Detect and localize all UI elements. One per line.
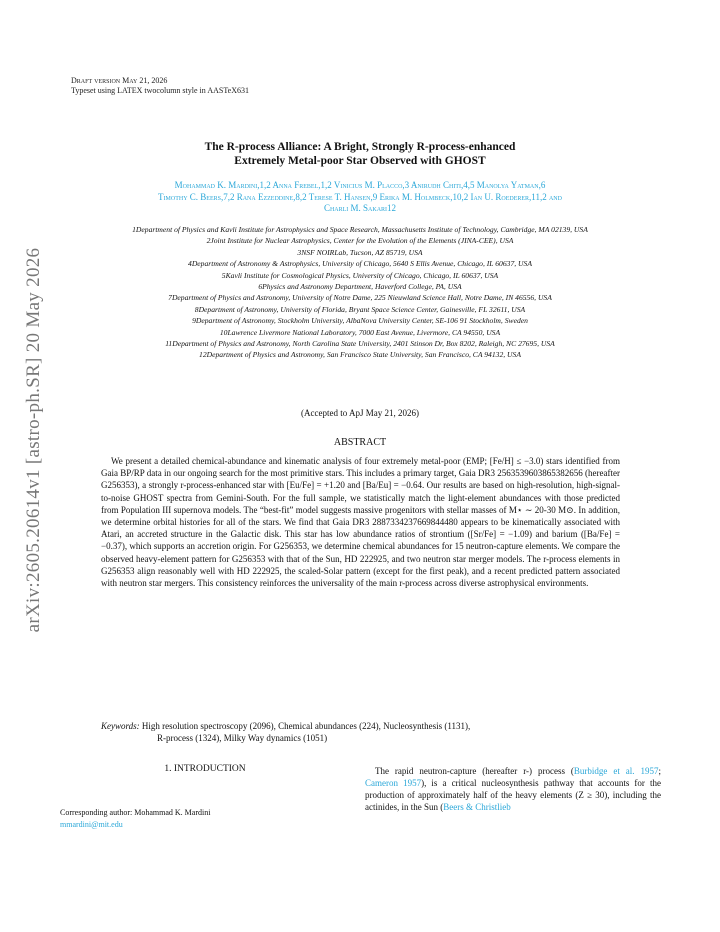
affiliation: 10Lawrence Livermore National Laboratory, 7000 East Avenue, Livermore, CA 94550, USA xyxy=(219,327,501,337)
arxiv-stamp xyxy=(14,230,54,650)
authors-line-2[interactable]: Timothy C. Beers,7,2 Rana Ezzeddine,8,2 Terese T. Hansen,9 Erika M. Holmbeck,10,2 Ian U. Roederer,11,2 and xyxy=(158,191,562,202)
abstract-text: We present a detailed chemical-abundance and kinematic analysis of four extremely metal-poor (EMP; [Fe/H] ≤ −3.0) stars identified from Gaia BP/RP data in our ongoing search for the most primitive stars. This includes a primary target, Gaia DR3 2563539603865382656 (hereafter G256353), a strongly r-process-enhanced star with [Eu/Fe] = +1.20 and [Ba/Eu] = −0.64. Our results are based on high-resolution, high-signal-to-noise GHOST spectra from Gemini-South. For the full sample, we statistically match the light-element abundances with those predicted from Population III supernova models. The “best-fit” model suggests massive progenitors with stellar masses of M⋆ ∼ 20-30 M⊙. In addition, we determine orbital histories for all of the stars. We find that Gaia DR3 2887334237669844480 appears to be kinematically associated with Atari, an accreted structure in the Galactic disk. This star has low abundance ratios of strontium ([Sr/Fe] = −1.09) and barium ([Ba/Fe] = −0.37), which supports an accretion origin. For G256353, we determine chemical abundances for 15 neutron-capture elements. We compare the observed heavy-element pattern for G256353 with that of the Sun, HD 222925, and two neutron star merger models. The r-process elements in G256353 align reasonably well with HD 222925, the scaled-Solar pattern (except for the first peak), and a recent predicted pattern associated with neutron star mergers. This consistency reinforces the universality of the main r-process across diverse astrophysical environments. xyxy=(101,456,620,589)
citation-link[interactable]: Cameron 1957 xyxy=(365,778,422,788)
citation-link[interactable]: Burbidge et al. 1957 xyxy=(573,766,659,776)
keywords-line-2: R-process (1324), Milky Way dynamics (1051) xyxy=(157,733,328,744)
corresponding-author xyxy=(60,807,210,831)
authors-line-3[interactable]: Charli M. Sakari12 xyxy=(323,203,397,213)
paper-title xyxy=(60,140,660,168)
page-header xyxy=(71,76,249,96)
abstract-heading: ABSTRACT xyxy=(333,437,387,448)
affiliation: 5Kavli Institute for Cosmological Physics, University of Chicago, Chicago, IL 60637, USA xyxy=(221,270,499,280)
affiliation: 8Department of Astronomy, University of Florida, Bryant Space Science Center, Gainesville, FL 32611, USA xyxy=(194,304,526,314)
affiliations xyxy=(60,224,660,361)
intro-text-2: ), is a critical nucleosynthesis pathway that accounts for the production of approximately half of the heavy elements (Z ≥ 30), including the actinides, in the Sun ( xyxy=(365,778,661,812)
keywords-line-1: High resolution spectroscopy (2096), Chemical abundances (224), Nucleosynthesis (1131), xyxy=(141,721,471,731)
arxiv-id: arXiv:2605.20614v1 [astro-ph.SR] 20 May 2026 xyxy=(23,247,44,633)
typeset-note: Typeset using LATEX twocolumn style in AASTeX631 xyxy=(71,86,249,95)
affiliation: 12Department of Physics and Astronomy, San Francisco State University, San Francisco, CA 94132, USA xyxy=(199,350,521,360)
section-heading: 1. INTRODUCTION xyxy=(164,764,246,774)
keywords xyxy=(101,720,620,744)
keywords-label: Keywords: xyxy=(101,721,140,731)
affiliation: 11Department of Physics and Astronomy, North Carolina State University, 2401 Stinson Dr, Box 8202, Raleigh, NC 27695, USA xyxy=(165,339,555,349)
affiliation: 4Department of Astronomy & Astrophysics, University of Chicago, 5640 S Ellis Avenue, Chicago, IL 60637, USA xyxy=(188,259,532,269)
intro-text-1: The rapid neutron-capture (hereafter r-) process ( xyxy=(375,766,574,776)
citation-link[interactable]: Beers & Christlieb xyxy=(443,802,511,812)
draft-version: Draft version May 21, 2026 xyxy=(71,76,168,85)
authors-line-1[interactable]: Mohammad K. Mardini,1,2 Anna Frebel,1,2 Vinicius M. Placco,3 Anirudh Chiti,4,5 Manolya Yatman,6 xyxy=(174,180,546,190)
affiliation: 1Department of Physics and Kavli Institute for Astrophysics and Space Research, Massachusetts Institute of Technology, Cambridge, MA 02139, USA xyxy=(132,225,588,234)
title-line-2: Extremely Metal-poor Star Observed with GHOST xyxy=(234,155,486,167)
affiliation: 3NSF NOIRLab, Tucson, AZ 85719, USA xyxy=(297,247,423,257)
affiliation: 6Physics and Astronomy Department, Haverford College, PA, USA xyxy=(258,282,462,292)
affiliation: 2Joint Institute for Nuclear Astrophysics, Center for the Evolution of the Elements (JINA-CEE), USA xyxy=(206,236,514,246)
introduction-text xyxy=(365,765,661,813)
title-line-1: The R-process Alliance: A Bright, Strongly R-process-enhanced xyxy=(204,141,516,153)
accepted-note: (Accepted to ApJ May 21, 2026) xyxy=(301,408,419,418)
corresponding-email[interactable]: mmardini@mit.edu xyxy=(60,820,123,829)
intro-separator: ; xyxy=(658,766,661,776)
author-list xyxy=(60,180,660,215)
corresponding-text: Corresponding author: Mohammad K. Mardini xyxy=(60,808,211,817)
affiliation: 7Department of Physics and Astronomy, University of Notre Dame, 225 Nieuwland Science Hall, Notre Dame, IN 46556, USA xyxy=(168,293,552,303)
affiliation: 9Department of Astronomy, Stockholm University, AlbaNova University Center, SE-106 91 Stockholm, Sweden xyxy=(192,316,528,326)
